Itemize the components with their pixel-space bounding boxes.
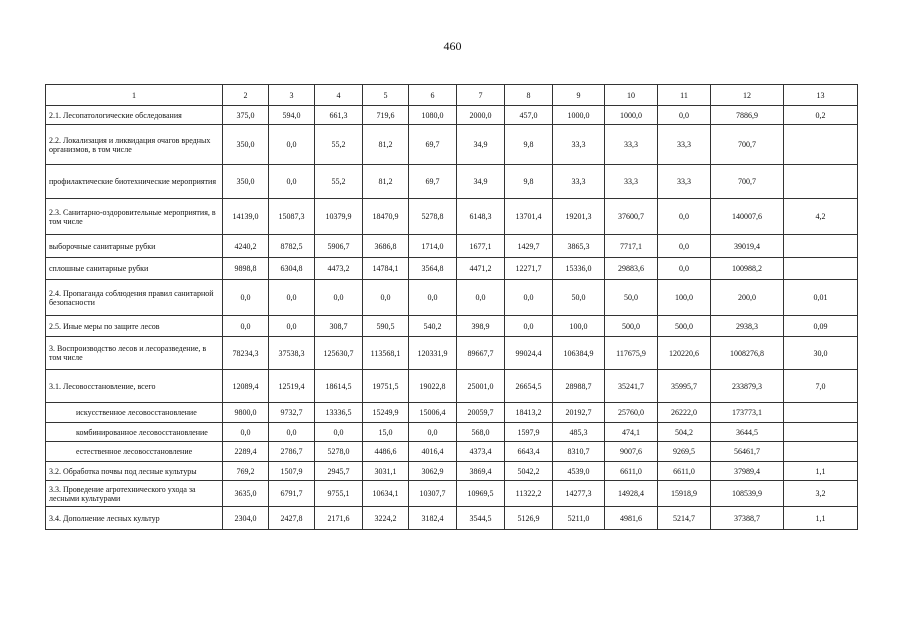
table-cell: 81,2 bbox=[363, 125, 409, 165]
table-cell: 0,0 bbox=[658, 199, 711, 235]
table-row bbox=[46, 165, 858, 199]
table-cell: 25760,0 bbox=[605, 403, 658, 423]
table-cell: 15087,3 bbox=[269, 199, 315, 235]
row-label: искусственное лесовосстановление bbox=[46, 403, 223, 423]
table-cell: 30,0 bbox=[784, 337, 858, 370]
table-cell: 3564,8 bbox=[409, 258, 457, 280]
table-row bbox=[46, 370, 858, 403]
column-header: 6 bbox=[409, 85, 457, 106]
table-cell: 504,2 bbox=[658, 423, 711, 442]
table-cell: 6643,4 bbox=[505, 442, 553, 462]
table-cell: 6611,0 bbox=[605, 462, 658, 481]
table-cell: 8310,7 bbox=[553, 442, 605, 462]
table-cell: 9007,6 bbox=[605, 442, 658, 462]
table-cell: 9755,1 bbox=[315, 481, 363, 507]
table-cell: 700,7 bbox=[711, 125, 784, 165]
table-cell: 18470,9 bbox=[363, 199, 409, 235]
data-table bbox=[45, 84, 858, 530]
table-cell: 15,0 bbox=[363, 423, 409, 442]
table-cell: 2171,6 bbox=[315, 507, 363, 530]
row-label: 3.1. Лесовосстановление, всего bbox=[46, 370, 223, 403]
table-cell: 6791,7 bbox=[269, 481, 315, 507]
table-cell: 10307,7 bbox=[409, 481, 457, 507]
row-label: 2.5. Иные меры по защите лесов bbox=[46, 316, 223, 337]
row-label: 2.4. Пропаганда соблюдения правил санитарной безопасности bbox=[46, 280, 223, 316]
table-cell: 3869,4 bbox=[457, 462, 505, 481]
table-cell: 0,0 bbox=[223, 280, 269, 316]
table-cell: 19022,8 bbox=[409, 370, 457, 403]
table-cell: 15249,9 bbox=[363, 403, 409, 423]
row-label: 3. Воспроизводство лесов и лесоразведение, в том числе bbox=[46, 337, 223, 370]
table-cell: 568,0 bbox=[457, 423, 505, 442]
table-cell: 5211,0 bbox=[553, 507, 605, 530]
table-cell: 13701,4 bbox=[505, 199, 553, 235]
table-cell: 594,0 bbox=[269, 106, 315, 125]
table-cell: 50,0 bbox=[605, 280, 658, 316]
table-cell: 5278,0 bbox=[315, 442, 363, 462]
table-cell: 18614,5 bbox=[315, 370, 363, 403]
table-cell: 34,9 bbox=[457, 165, 505, 199]
table-cell: 4486,6 bbox=[363, 442, 409, 462]
table-cell: 4016,4 bbox=[409, 442, 457, 462]
table-cell: 0,0 bbox=[505, 280, 553, 316]
table-row bbox=[46, 258, 858, 280]
table-cell: 4,2 bbox=[784, 199, 858, 235]
table-cell: 719,6 bbox=[363, 106, 409, 125]
table-cell: 9898,8 bbox=[223, 258, 269, 280]
table-cell: 12089,4 bbox=[223, 370, 269, 403]
table-cell bbox=[784, 258, 858, 280]
table-cell: 700,7 bbox=[711, 165, 784, 199]
table-cell: 0,0 bbox=[315, 423, 363, 442]
table-cell: 14928,4 bbox=[605, 481, 658, 507]
table-cell: 33,3 bbox=[553, 125, 605, 165]
table-cell: 55,2 bbox=[315, 125, 363, 165]
table-cell: 9,8 bbox=[505, 165, 553, 199]
row-label: естественное лесовосстановление bbox=[46, 442, 223, 462]
table-cell: 3644,5 bbox=[711, 423, 784, 442]
table-cell: 0,09 bbox=[784, 316, 858, 337]
table-row bbox=[46, 125, 858, 165]
table-cell: 0,0 bbox=[269, 125, 315, 165]
table-cell: 1597,9 bbox=[505, 423, 553, 442]
table-cell bbox=[784, 423, 858, 442]
row-label: 3.3. Проведение агротехнического ухода за лесными культурами bbox=[46, 481, 223, 507]
table-cell: 33,3 bbox=[605, 125, 658, 165]
table-cell: 3635,0 bbox=[223, 481, 269, 507]
table-cell: 1714,0 bbox=[409, 235, 457, 258]
table-cell: 3544,5 bbox=[457, 507, 505, 530]
table-cell: 0,0 bbox=[658, 106, 711, 125]
column-header: 12 bbox=[711, 85, 784, 106]
table-cell: 117675,9 bbox=[605, 337, 658, 370]
table-cell: 1677,1 bbox=[457, 235, 505, 258]
table-cell: 14277,3 bbox=[553, 481, 605, 507]
column-header: 2 bbox=[223, 85, 269, 106]
header-row bbox=[46, 85, 858, 106]
table-cell: 50,0 bbox=[553, 280, 605, 316]
table-cell: 69,7 bbox=[409, 165, 457, 199]
table-cell: 108539,9 bbox=[711, 481, 784, 507]
table-cell: 3,2 bbox=[784, 481, 858, 507]
table-cell: 33,3 bbox=[658, 165, 711, 199]
table-cell: 8782,5 bbox=[269, 235, 315, 258]
table-row bbox=[46, 507, 858, 530]
table-cell: 0,0 bbox=[269, 165, 315, 199]
table-cell: 6304,8 bbox=[269, 258, 315, 280]
table-cell: 3224,2 bbox=[363, 507, 409, 530]
table-cell: 4471,2 bbox=[457, 258, 505, 280]
row-label: выборочные санитарные рубки bbox=[46, 235, 223, 258]
table-cell: 0,01 bbox=[784, 280, 858, 316]
table-cell: 2289,4 bbox=[223, 442, 269, 462]
table-cell: 4240,2 bbox=[223, 235, 269, 258]
table-cell: 14139,0 bbox=[223, 199, 269, 235]
table-cell: 37538,3 bbox=[269, 337, 315, 370]
table-cell: 35241,7 bbox=[605, 370, 658, 403]
table-cell: 0,0 bbox=[457, 280, 505, 316]
table-row bbox=[46, 337, 858, 370]
table-cell: 0,0 bbox=[505, 316, 553, 337]
table-cell: 10634,1 bbox=[363, 481, 409, 507]
table-cell: 39019,4 bbox=[711, 235, 784, 258]
table-row bbox=[46, 462, 858, 481]
table-cell: 3182,4 bbox=[409, 507, 457, 530]
table-cell: 37600,7 bbox=[605, 199, 658, 235]
table-cell: 5042,2 bbox=[505, 462, 553, 481]
table-cell: 34,9 bbox=[457, 125, 505, 165]
column-header: 5 bbox=[363, 85, 409, 106]
table-cell: 9800,0 bbox=[223, 403, 269, 423]
table-cell: 7,0 bbox=[784, 370, 858, 403]
table-cell bbox=[784, 442, 858, 462]
table-cell: 375,0 bbox=[223, 106, 269, 125]
table-cell: 500,0 bbox=[658, 316, 711, 337]
table-cell: 2000,0 bbox=[457, 106, 505, 125]
table-cell: 2427,8 bbox=[269, 507, 315, 530]
table-cell: 10969,5 bbox=[457, 481, 505, 507]
table-cell: 2304,0 bbox=[223, 507, 269, 530]
column-header: 1 bbox=[46, 85, 223, 106]
table-cell: 120331,9 bbox=[409, 337, 457, 370]
table-cell: 4373,4 bbox=[457, 442, 505, 462]
table-cell: 485,3 bbox=[553, 423, 605, 442]
table-cell: 100,0 bbox=[553, 316, 605, 337]
table-cell: 1,1 bbox=[784, 507, 858, 530]
table-cell: 0,0 bbox=[409, 423, 457, 442]
table-cell: 33,3 bbox=[605, 165, 658, 199]
table-cell: 200,0 bbox=[711, 280, 784, 316]
table-cell: 2945,7 bbox=[315, 462, 363, 481]
row-label: комбинированное лесовосстановление bbox=[46, 423, 223, 442]
row-label: сплошные санитарные рубки bbox=[46, 258, 223, 280]
table-cell: 474,1 bbox=[605, 423, 658, 442]
table-cell: 69,7 bbox=[409, 125, 457, 165]
table-cell: 10379,9 bbox=[315, 199, 363, 235]
table-cell: 12519,4 bbox=[269, 370, 315, 403]
table-cell: 1,1 bbox=[784, 462, 858, 481]
table-cell: 6611,0 bbox=[658, 462, 711, 481]
table-cell: 19751,5 bbox=[363, 370, 409, 403]
table-cell: 56461,7 bbox=[711, 442, 784, 462]
table-cell: 33,3 bbox=[553, 165, 605, 199]
table-cell: 18413,2 bbox=[505, 403, 553, 423]
table-cell: 37989,4 bbox=[711, 462, 784, 481]
row-label: 2.1. Лесопатологические обследования bbox=[46, 106, 223, 125]
table-row bbox=[46, 280, 858, 316]
table-cell: 9269,5 bbox=[658, 442, 711, 462]
column-header: 9 bbox=[553, 85, 605, 106]
table-cell: 350,0 bbox=[223, 125, 269, 165]
table-cell: 173773,1 bbox=[711, 403, 784, 423]
table-cell: 12271,7 bbox=[505, 258, 553, 280]
table-cell: 125630,7 bbox=[315, 337, 363, 370]
table-cell: 5278,8 bbox=[409, 199, 457, 235]
table-cell: 99024,4 bbox=[505, 337, 553, 370]
table-cell: 769,2 bbox=[223, 462, 269, 481]
table-row bbox=[46, 106, 858, 125]
table-cell: 0,0 bbox=[658, 258, 711, 280]
table-cell: 0,0 bbox=[269, 423, 315, 442]
column-header: 3 bbox=[269, 85, 315, 106]
table-cell: 2786,7 bbox=[269, 442, 315, 462]
table-cell: 7886,9 bbox=[711, 106, 784, 125]
table-cell: 0,0 bbox=[409, 280, 457, 316]
table-cell: 20059,7 bbox=[457, 403, 505, 423]
table-cell: 35995,7 bbox=[658, 370, 711, 403]
table-cell: 81,2 bbox=[363, 165, 409, 199]
column-header: 4 bbox=[315, 85, 363, 106]
table-row bbox=[46, 199, 858, 235]
table-cell: 15336,0 bbox=[553, 258, 605, 280]
table-cell: 233879,3 bbox=[711, 370, 784, 403]
table-cell: 1008276,8 bbox=[711, 337, 784, 370]
table-cell: 0,0 bbox=[269, 316, 315, 337]
table-row bbox=[46, 442, 858, 462]
row-label: 2.2. Локализация и ликвидация очагов вредных организмов, в том числе bbox=[46, 125, 223, 165]
table-cell: 120220,6 bbox=[658, 337, 711, 370]
table-cell: 1507,9 bbox=[269, 462, 315, 481]
table-cell: 5126,9 bbox=[505, 507, 553, 530]
table-cell: 0,0 bbox=[269, 280, 315, 316]
table-cell bbox=[784, 125, 858, 165]
table-cell: 500,0 bbox=[605, 316, 658, 337]
table-cell: 2938,3 bbox=[711, 316, 784, 337]
table-cell: 0,0 bbox=[223, 423, 269, 442]
table-row bbox=[46, 316, 858, 337]
table-cell: 20192,7 bbox=[553, 403, 605, 423]
row-label: 3.2. Обработка почвы под лесные культуры bbox=[46, 462, 223, 481]
table-cell: 3031,1 bbox=[363, 462, 409, 481]
table-cell: 113568,1 bbox=[363, 337, 409, 370]
column-header: 8 bbox=[505, 85, 553, 106]
table-row bbox=[46, 403, 858, 423]
table-cell: 0,2 bbox=[784, 106, 858, 125]
table-cell: 26654,5 bbox=[505, 370, 553, 403]
table-cell: 0,0 bbox=[315, 280, 363, 316]
table-cell: 7717,1 bbox=[605, 235, 658, 258]
table-cell bbox=[784, 165, 858, 199]
table-cell: 15918,9 bbox=[658, 481, 711, 507]
row-label: 3.4. Дополнение лесных культур bbox=[46, 507, 223, 530]
table-cell: 1000,0 bbox=[605, 106, 658, 125]
table-cell: 100,0 bbox=[658, 280, 711, 316]
table-cell: 3686,8 bbox=[363, 235, 409, 258]
table-cell: 9,8 bbox=[505, 125, 553, 165]
table-cell: 3062,9 bbox=[409, 462, 457, 481]
table-cell: 457,0 bbox=[505, 106, 553, 125]
table-cell: 661,3 bbox=[315, 106, 363, 125]
column-header: 11 bbox=[658, 85, 711, 106]
table-cell: 5906,7 bbox=[315, 235, 363, 258]
table-cell: 28988,7 bbox=[553, 370, 605, 403]
table-cell: 26222,0 bbox=[658, 403, 711, 423]
table-cell: 29883,6 bbox=[605, 258, 658, 280]
table-cell: 19201,3 bbox=[553, 199, 605, 235]
table-cell: 37388,7 bbox=[711, 507, 784, 530]
table-cell: 398,9 bbox=[457, 316, 505, 337]
table-cell: 100988,2 bbox=[711, 258, 784, 280]
table-cell: 0,0 bbox=[658, 235, 711, 258]
table-cell bbox=[784, 235, 858, 258]
table-cell: 0,0 bbox=[363, 280, 409, 316]
column-header: 7 bbox=[457, 85, 505, 106]
row-label: 2.3. Санитарно-оздоровительные мероприятия, в том числе bbox=[46, 199, 223, 235]
table-cell: 3865,3 bbox=[553, 235, 605, 258]
table-cell: 9732,7 bbox=[269, 403, 315, 423]
table-cell: 106384,9 bbox=[553, 337, 605, 370]
table-cell: 15006,4 bbox=[409, 403, 457, 423]
table-cell: 13336,5 bbox=[315, 403, 363, 423]
table-cell: 11322,2 bbox=[505, 481, 553, 507]
row-label: профилактические биотехнические мероприятия bbox=[46, 165, 223, 199]
table-cell: 1080,0 bbox=[409, 106, 457, 125]
table-cell: 350,0 bbox=[223, 165, 269, 199]
table-cell: 14784,1 bbox=[363, 258, 409, 280]
table-row bbox=[46, 423, 858, 442]
table-cell: 4473,2 bbox=[315, 258, 363, 280]
table-cell: 0,0 bbox=[223, 316, 269, 337]
table-cell: 4539,0 bbox=[553, 462, 605, 481]
table-cell: 1000,0 bbox=[553, 106, 605, 125]
table-cell: 25001,0 bbox=[457, 370, 505, 403]
table-cell: 5214,7 bbox=[658, 507, 711, 530]
table-cell: 78234,3 bbox=[223, 337, 269, 370]
table-cell: 308,7 bbox=[315, 316, 363, 337]
table-cell: 4981,6 bbox=[605, 507, 658, 530]
page-number: 460 bbox=[443, 39, 462, 53]
table-cell: 89667,7 bbox=[457, 337, 505, 370]
table-row bbox=[46, 481, 858, 507]
table-cell: 590,5 bbox=[363, 316, 409, 337]
table-cell: 540,2 bbox=[409, 316, 457, 337]
table-cell bbox=[784, 403, 858, 423]
table-cell: 1429,7 bbox=[505, 235, 553, 258]
table-row bbox=[46, 235, 858, 258]
column-header: 10 bbox=[605, 85, 658, 106]
table-cell: 55,2 bbox=[315, 165, 363, 199]
column-header: 13 bbox=[784, 85, 858, 106]
table-cell: 6148,3 bbox=[457, 199, 505, 235]
table-cell: 33,3 bbox=[658, 125, 711, 165]
table-cell: 140007,6 bbox=[711, 199, 784, 235]
